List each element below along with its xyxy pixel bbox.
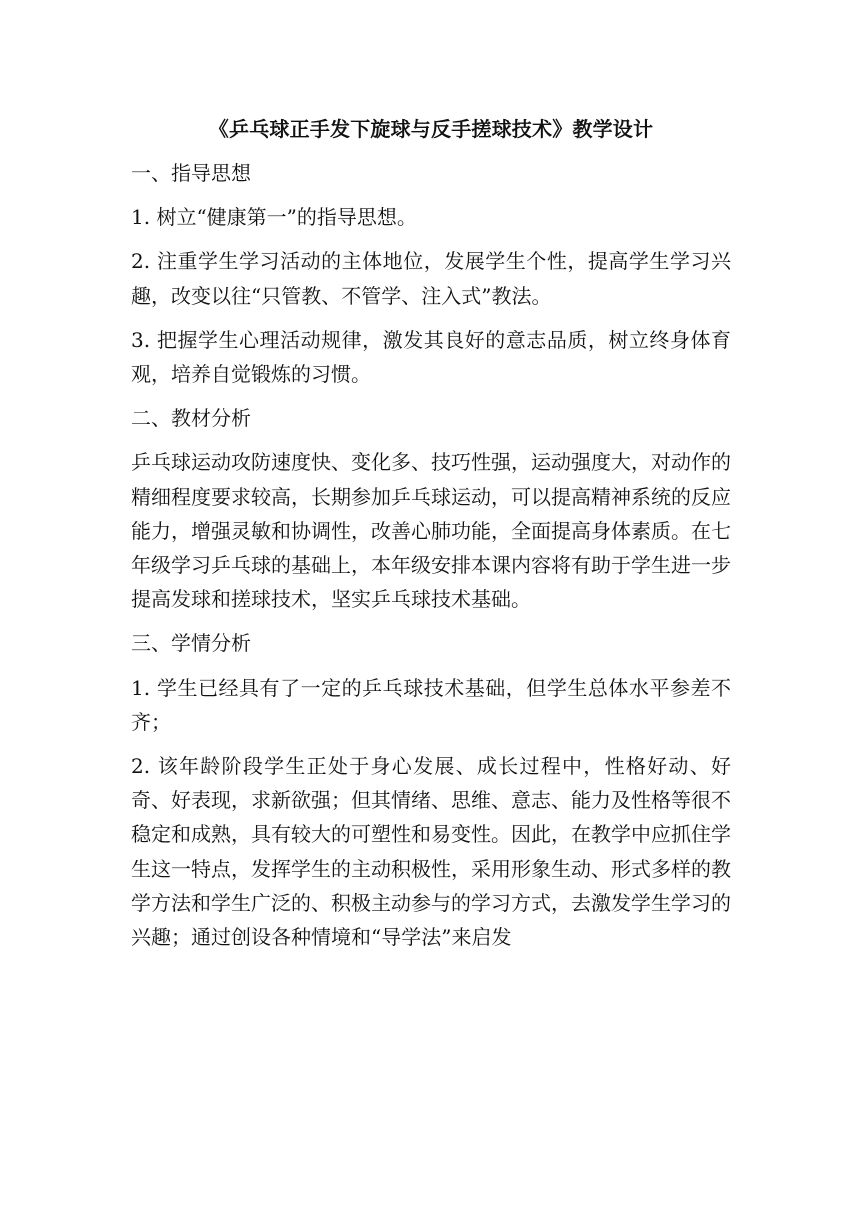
section-heading: 二、教材分析 <box>131 406 251 431</box>
paragraph: 3. 把握学生心理活动规律，激发其良好的意志品质，树立终身体育观，培养自觉锻炼的习惯。 <box>131 327 731 387</box>
section-textbook-analysis <box>131 401 731 626</box>
section-heading: 一、指导思想 <box>131 161 251 185</box>
section-heading: 三、学情分析 <box>131 631 251 656</box>
document-title: 《乒乓球正手发下旋球与反手搓球技术》教学设计 <box>208 117 654 141</box>
document-body <box>131 112 731 954</box>
paragraph: 2. 注重学生学习活动的主体地位，发展学生个性，提高学生学习兴趣，改变以往“只管教、不管学、注入式”教法。 <box>131 249 731 308</box>
paragraph: 乒乓球运动攻防速度快、变化多、技巧性强，运动强度大，对动作的精细程度要求较高，长期参加乒乓球运动，可以提高精神系统的反应能力，增强灵敏和协调性，改善心肺功能，全面提高身体素质。在七年级学习乒乓球的基础上，本年级安排本课内容将有助于学生进一步提高发球和搓球技术，坚实乒乓球技术基础。 <box>131 450 731 612</box>
paragraph: 2. 该年龄阶段学生正处于身心发展、成长过程中，性格好动、好奇、好表现，求新欲强；但其情绪、思维、意志、能力及性格等很不稳定和成熟，具有较大的可塑性和易变性。因此，在教学中应抓住学生这一特点，发挥学生的主动积极性，采用形象生动、形式多样的教学方法和学生广泛的、积极主动参与的学习方式，去激发学生学习的兴趣；通过创设各种情境和“导学法”来启发 <box>131 754 731 950</box>
section-learner-analysis <box>131 626 731 954</box>
section-guiding-ideology <box>131 156 731 401</box>
paragraph: 1. 树立“健康第一”的指导思想。 <box>131 205 417 230</box>
paragraph: 1. 学生已经具有了一定的乒乓球技术基础，但学生总体水平参差不齐； <box>131 675 731 734</box>
